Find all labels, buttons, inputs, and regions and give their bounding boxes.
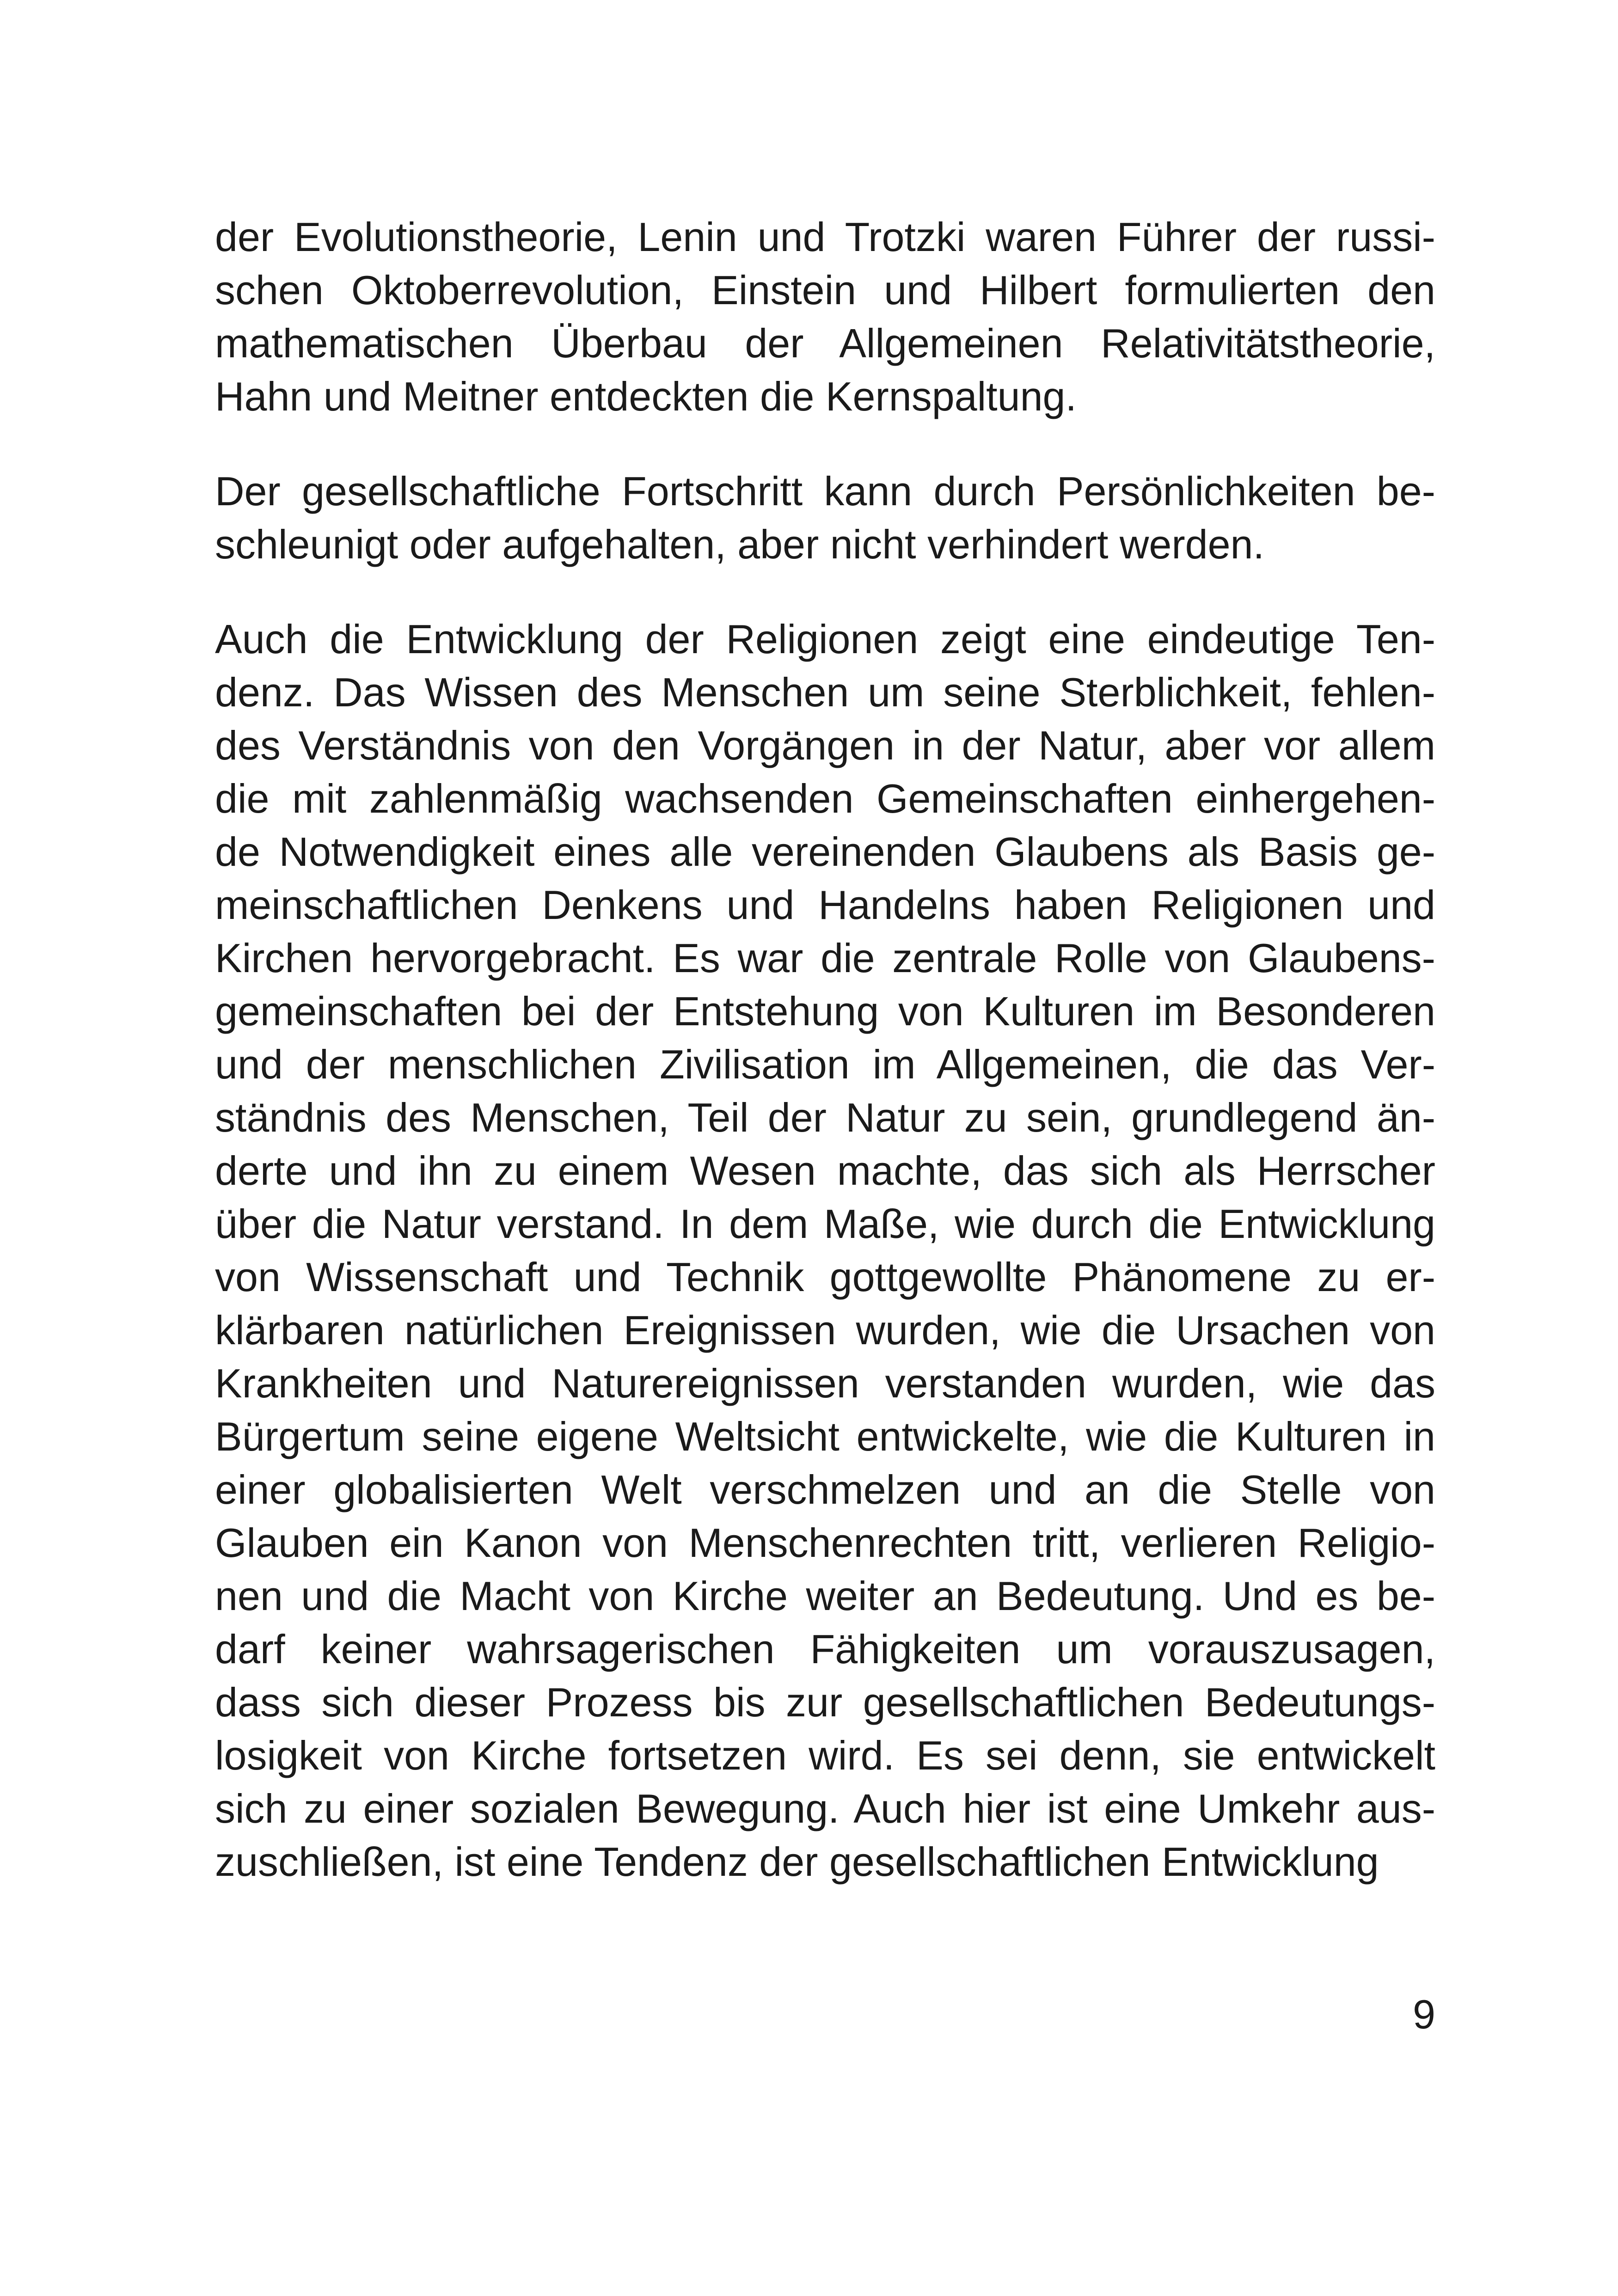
text-line: und der menschlichen Zivilisation im Allgemeinen, die das Ver- — [215, 1041, 1435, 1087]
paragraph-gap — [215, 423, 1435, 465]
text-line: Kirchen hervorgebracht. Es war die zentrale Rolle von Glaubens- — [215, 935, 1435, 981]
text-line: zuschließen, ist eine Tendenz der gesellschaftlichen Entwicklung — [215, 1839, 1379, 1885]
text-line: nen und die Macht von Kirche weiter an Bedeutung. Und es be- — [215, 1573, 1435, 1619]
text-line: gemeinschaften bei der Entstehung von Kulturen im Besonderen — [215, 988, 1435, 1034]
text-line: sich zu einer sozialen Bewegung. Auch hier ist eine Umkehr aus- — [215, 1786, 1435, 1831]
text-line: mathematischen Überbau der Allgemeinen Relativitätstheorie, — [215, 320, 1435, 366]
text-line: Auch die Entwicklung der Religionen zeigt eine eindeutige Ten- — [215, 616, 1435, 662]
body-text — [215, 210, 1435, 1888]
page-number: 9 — [1413, 1991, 1435, 2037]
text-line: des Verständnis von den Vorgängen in der Natur, aber vor allem — [215, 722, 1435, 768]
text-line: die mit zahlenmäßig wachsenden Gemeinschaften einhergehen- — [215, 776, 1435, 821]
text-line: von Wissenschaft und Technik gottgewollte Phänomene zu er- — [215, 1254, 1435, 1300]
text-line: denz. Das Wissen des Menschen um seine Sterblichkeit, fehlen- — [215, 669, 1435, 715]
text-line: losigkeit von Kirche fortsetzen wird. Es sei denn, sie entwickelt — [215, 1733, 1435, 1778]
paragraph-gap — [215, 571, 1435, 612]
text-line: klärbaren natürlichen Ereignissen wurden, wie die Ursachen von — [215, 1307, 1435, 1353]
text-line: meinschaftlichen Denkens und Handelns haben Religionen und — [215, 882, 1435, 928]
text-line: schen Oktoberrevolution, Einstein und Hilbert formulierten den — [215, 267, 1435, 313]
text-line: Hahn und Meitner entdeckten die Kernspaltung. — [215, 373, 1077, 419]
text-line: dass sich dieser Prozess bis zur gesellschaftlichen Bedeutungs- — [215, 1679, 1435, 1725]
text-line: der Evolutionstheorie, Lenin und Trotzki waren Führer der russi- — [215, 214, 1435, 260]
text-line: über die Natur verstand. In dem Maße, wie durch die Entwicklung — [215, 1201, 1435, 1247]
text-line: derte und ihn zu einem Wesen machte, das sich als Herrscher — [215, 1148, 1435, 1194]
text-line: Krankheiten und Naturereignissen verstanden wurden, wie das — [215, 1360, 1435, 1406]
text-line: de Notwendigkeit eines alle vereinenden Glaubens als Basis ge- — [215, 829, 1435, 875]
text-line: schleunigt oder aufgehalten, aber nicht verhindert werden. — [215, 521, 1264, 567]
text-line: einer globalisierten Welt verschmelzen und an die Stelle von — [215, 1467, 1435, 1512]
text-line: ständnis des Menschen, Teil der Natur zu sein, grundlegend än- — [215, 1095, 1435, 1140]
text-line: darf keiner wahrsagerischen Fähigkeiten um vorauszusagen, — [215, 1626, 1435, 1672]
text-line: Bürgertum seine eigene Weltsicht entwickelte, wie die Kulturen in — [215, 1414, 1435, 1459]
text-line: Der gesellschaftliche Fortschritt kann durch Persönlichkeiten be- — [215, 468, 1435, 514]
text-line: Glauben ein Kanon von Menschenrechten tritt, verlieren Religio- — [215, 1520, 1435, 1566]
